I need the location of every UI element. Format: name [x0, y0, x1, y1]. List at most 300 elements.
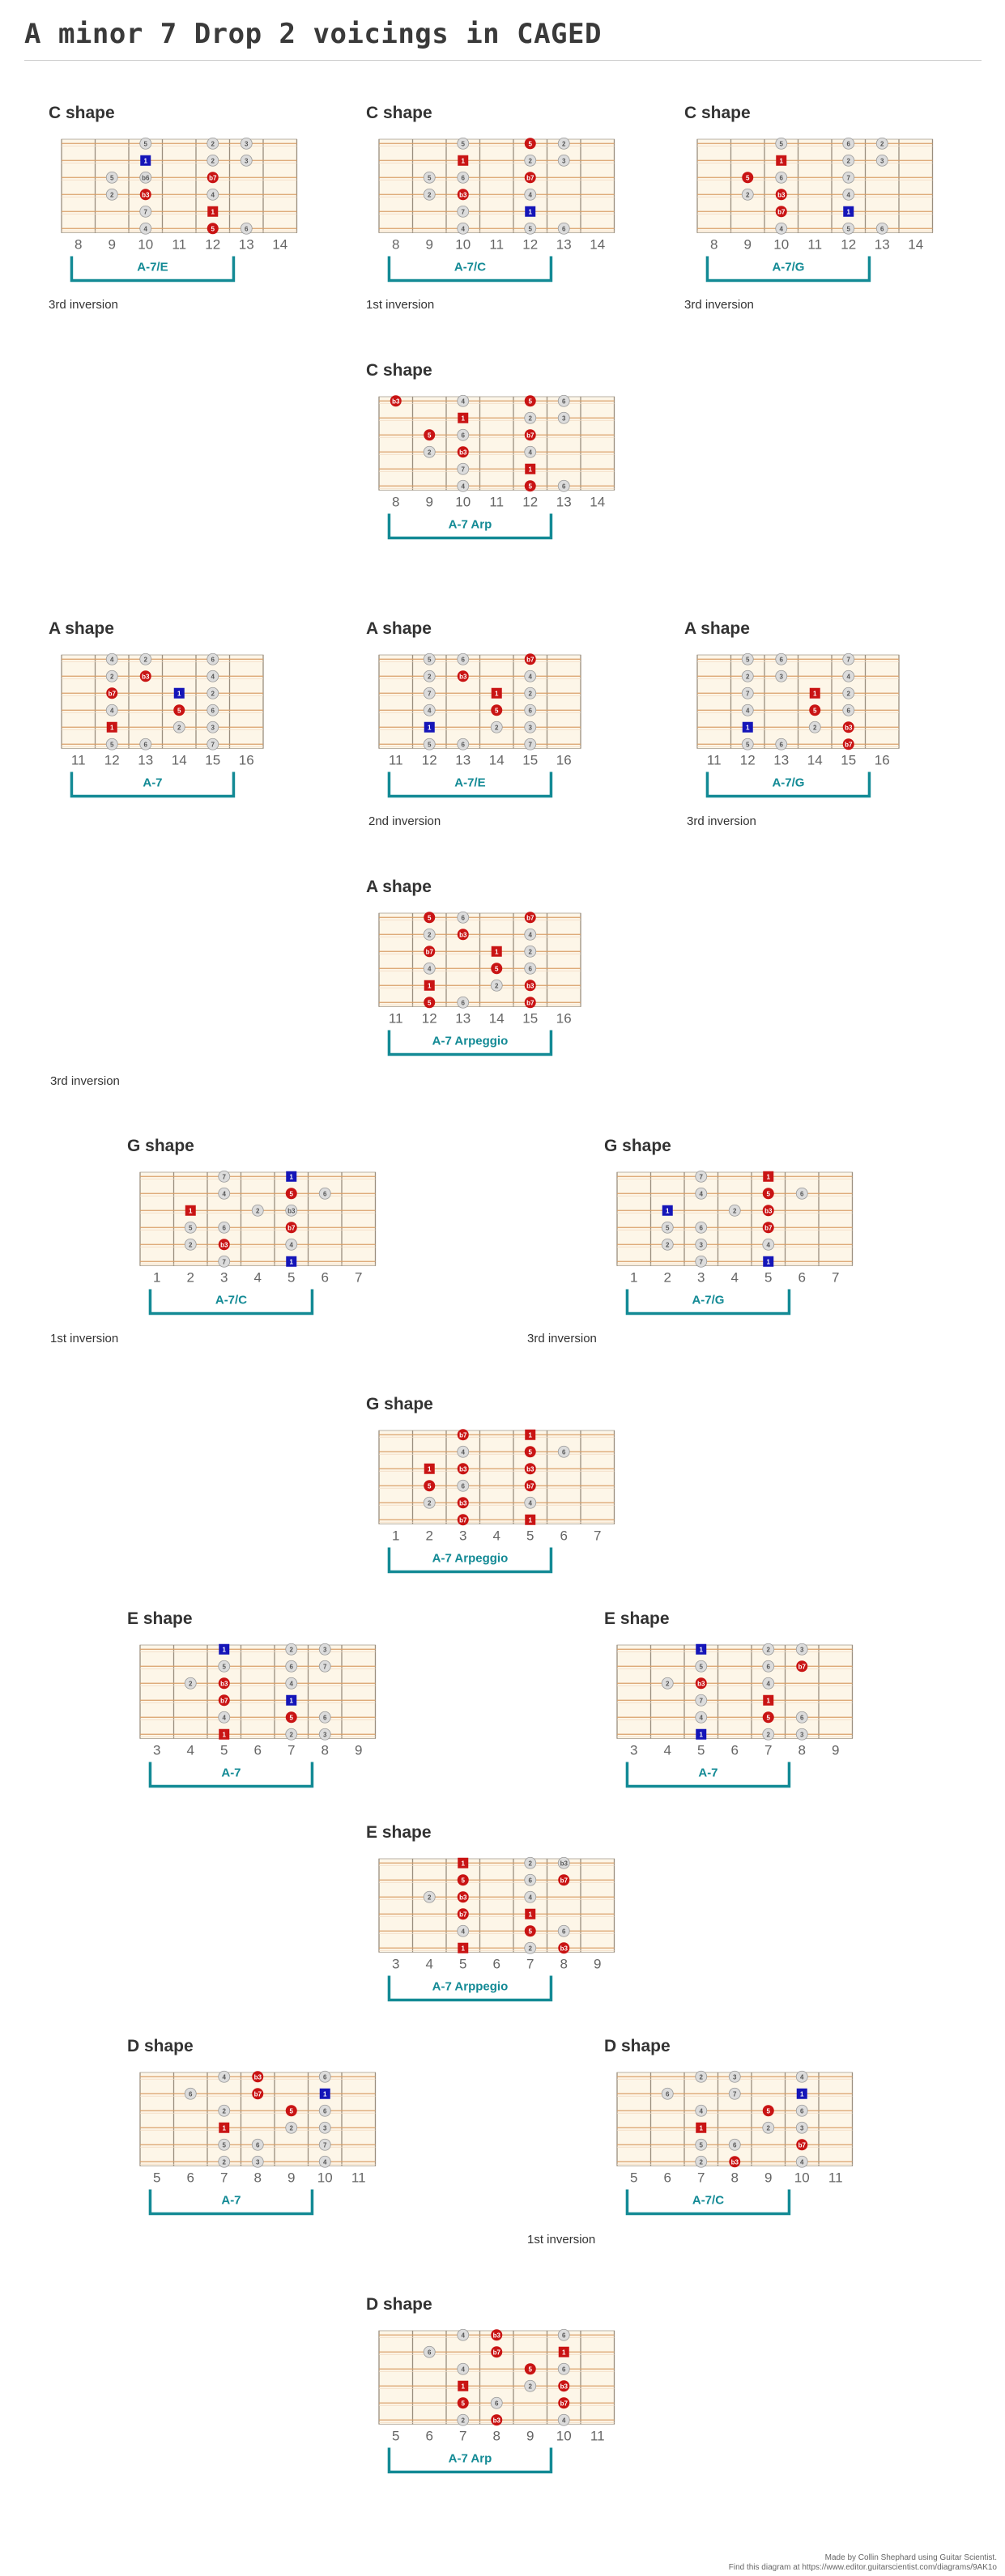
fret-number: 5 — [526, 1528, 534, 1544]
note-label: 2 — [528, 414, 532, 423]
note-label: 6 — [222, 1224, 226, 1232]
note-label: 2 — [222, 2107, 226, 2115]
fret-number: 12 — [205, 236, 221, 253]
note-label: b3 — [459, 1499, 467, 1507]
note-label: 1 — [528, 208, 532, 216]
note-label: 2 — [528, 1860, 532, 1868]
fret-number: 9 — [594, 1956, 602, 1972]
note-label: 5 — [746, 741, 750, 749]
fret-number: 14 — [590, 236, 606, 253]
inversion-label: 1st inversion — [366, 298, 435, 312]
fret-number: 7 — [355, 1269, 363, 1286]
fret-number: 5 — [630, 2170, 638, 2186]
note-label: 4 — [528, 1499, 532, 1507]
fretboard-background — [617, 1645, 853, 1739]
inversion-label: 2nd inversion — [368, 814, 441, 828]
fret-number: 15 — [522, 752, 539, 768]
fretboard-background — [379, 1859, 615, 1953]
voicing-label: A-7 Arp — [448, 2451, 492, 2466]
note-label: 6 — [562, 2366, 566, 2374]
note-label: 1 — [461, 1945, 465, 1953]
note-label: 2 — [461, 2417, 465, 2425]
voicing-label: A-7 Arp — [448, 517, 492, 532]
fret-number: 8 — [321, 1742, 329, 1758]
fretboard — [604, 1609, 863, 1830]
chord-diagram — [49, 104, 308, 322]
note-label: 7 — [846, 656, 850, 664]
fret-number: 9 — [764, 2170, 773, 2186]
fret-number: 4 — [253, 1269, 262, 1286]
note-label: 6 — [461, 656, 465, 664]
note-label: 6 — [846, 140, 850, 148]
note-label: 1 — [428, 982, 432, 990]
note-label: 5 — [461, 1877, 465, 1885]
note-label: 5 — [846, 225, 850, 233]
note-label: 5 — [699, 1663, 703, 1671]
fret-number: 13 — [874, 236, 890, 253]
note-label: 5 — [428, 656, 432, 664]
note-label: 7 — [222, 1173, 226, 1181]
note-label: 2 — [746, 191, 750, 199]
note-label: 6 — [562, 225, 566, 233]
note-label: 1 — [528, 465, 532, 474]
chord-diagram — [684, 619, 943, 838]
note-label: 6 — [766, 1663, 770, 1671]
note-label: 6 — [289, 1663, 293, 1671]
note-label: 2 — [110, 191, 114, 199]
shape-title: D shape — [127, 2037, 194, 2055]
shape-title: C shape — [49, 104, 115, 122]
note-label: 5 — [528, 140, 532, 148]
note-label: b3 — [777, 191, 786, 199]
note-label: 5 — [428, 999, 432, 1007]
note-label: 4 — [222, 1714, 226, 1722]
note-label: 1 — [461, 1860, 465, 1868]
shape-title: E shape — [604, 1609, 670, 1628]
fret-number: 11 — [489, 236, 505, 253]
note-label: 6 — [562, 1448, 566, 1456]
voicing-label: A-7/C — [454, 260, 487, 274]
note-label: b7 — [526, 914, 534, 922]
note-label: 2 — [746, 673, 750, 681]
fret-number: 11 — [172, 236, 187, 253]
note-label: b3 — [459, 931, 467, 939]
note-label: b3 — [392, 397, 400, 406]
fret-number: 9 — [108, 236, 116, 253]
fret-number: 1 — [153, 1269, 161, 1286]
note-label: 3 — [562, 157, 566, 165]
note-label: 6 — [699, 1224, 703, 1232]
fret-number: 2 — [663, 1269, 671, 1286]
note-label: 4 — [461, 397, 465, 406]
shape-title: E shape — [366, 1823, 432, 1842]
note-label: 6 — [428, 2349, 432, 2357]
note-label: b3 — [142, 673, 150, 681]
note-label: 2 — [528, 2383, 532, 2391]
note-label: 2 — [428, 1894, 432, 1902]
shape-title: E shape — [127, 1609, 193, 1628]
note-label: b7 — [108, 690, 116, 698]
fretboard — [366, 878, 625, 1098]
note-label: 4 — [800, 2073, 804, 2081]
fret-number: 8 — [710, 236, 718, 253]
fret-number: 11 — [807, 236, 823, 253]
note-label: 4 — [746, 707, 750, 715]
title-divider — [24, 60, 982, 61]
note-label: 6 — [779, 174, 783, 182]
note-label: 2 — [143, 656, 147, 664]
fret-number: 10 — [794, 2170, 810, 2186]
note-label: 1 — [766, 1173, 770, 1181]
note-label: b7 — [287, 1224, 296, 1232]
fret-number: 1 — [630, 1269, 638, 1286]
note-label: 2 — [189, 1680, 193, 1688]
chord-diagram — [366, 619, 625, 838]
note-label: 7 — [143, 208, 147, 216]
note-label: 6 — [461, 1482, 465, 1490]
fretboard — [127, 2037, 386, 2257]
fret-number: 5 — [220, 1742, 228, 1758]
note-label: 2 — [846, 157, 850, 165]
note-label: 1 — [528, 1516, 532, 1524]
note-label: 4 — [779, 225, 783, 233]
fret-number: 7 — [459, 2428, 467, 2444]
note-label: b3 — [697, 1680, 705, 1688]
note-label: b3 — [492, 2417, 500, 2425]
note-label: 1 — [746, 724, 750, 732]
inversion-label: 1st inversion — [527, 2233, 596, 2247]
footer-link-line[interactable]: Find this diagram at https://www.editor.guitarscientist.com/diagrams/9AK1o — [728, 2563, 997, 2572]
note-label: b7 — [459, 1911, 467, 1919]
note-label: 2 — [733, 1207, 737, 1215]
fret-number: 11 — [351, 2170, 366, 2186]
note-label: 6 — [323, 1190, 327, 1198]
fret-number: 15 — [841, 752, 857, 768]
fret-number: 6 — [798, 1269, 806, 1286]
fret-number: 3 — [459, 1528, 467, 1544]
fret-number: 8 — [798, 1742, 806, 1758]
note-label: 5 — [110, 174, 114, 182]
note-label: 4 — [528, 1894, 532, 1902]
note-label: 1 — [177, 690, 181, 698]
note-label: 4 — [211, 191, 215, 199]
fretboard — [366, 2295, 625, 2515]
note-label: 5 — [222, 2141, 226, 2149]
fretboard-background — [697, 139, 933, 233]
shape-title: C shape — [366, 361, 432, 380]
note-label: b7 — [777, 208, 786, 216]
note-label: 6 — [323, 2107, 327, 2115]
voicing-label: A-7/G — [692, 1293, 725, 1307]
note-label: 2 — [177, 724, 181, 732]
fret-number: 5 — [764, 1269, 773, 1286]
note-label: 7 — [699, 1258, 703, 1266]
fret-number: 3 — [392, 1956, 400, 1972]
note-label: 2 — [256, 1207, 260, 1215]
note-label: 1 — [528, 1431, 532, 1439]
note-label: 7 — [699, 1173, 703, 1181]
note-label: 6 — [528, 1877, 532, 1885]
note-label: b3 — [220, 1241, 228, 1249]
note-label: 1 — [428, 724, 432, 732]
fretboard — [366, 361, 625, 581]
note-label: b3 — [287, 1207, 296, 1215]
note-label: 3 — [245, 157, 249, 165]
note-label: 6 — [666, 2090, 670, 2098]
note-label: 6 — [562, 397, 566, 406]
voicing-label: A-7/G — [772, 260, 805, 274]
fret-number: 8 — [730, 2170, 739, 2186]
voicing-label: A-7/C — [215, 1293, 248, 1307]
fret-number: 5 — [697, 1742, 705, 1758]
fret-number: 4 — [186, 1742, 194, 1758]
fretboard — [604, 1137, 863, 1357]
note-label: 1 — [766, 1697, 770, 1705]
note-label: 1 — [528, 1911, 532, 1919]
note-label: 2 — [813, 724, 817, 732]
fret-number: 13 — [138, 752, 154, 768]
note-label: b7 — [253, 2090, 262, 2098]
fret-number: 8 — [75, 236, 83, 253]
fretboard-background — [140, 2072, 376, 2166]
note-label: 5 — [746, 174, 750, 182]
inversion-label: 3rd inversion — [50, 1074, 120, 1088]
note-label: b3 — [560, 2383, 568, 2391]
note-label: 3 — [800, 2124, 804, 2132]
note-label: 2 — [211, 157, 215, 165]
fret-number: 3 — [630, 1742, 638, 1758]
note-label: 1 — [699, 1646, 703, 1654]
voicing-label: A-7 Arpeggio — [432, 1034, 509, 1048]
note-label: 6 — [562, 2332, 566, 2340]
fret-number: 8 — [392, 236, 400, 253]
fret-number: 16 — [556, 752, 572, 768]
note-label: b3 — [142, 191, 150, 199]
fret-number: 12 — [522, 236, 539, 253]
note-label: 2 — [766, 1731, 770, 1739]
fret-number: 7 — [287, 1742, 296, 1758]
note-label: 3 — [211, 724, 215, 732]
voicing-label: A-7/G — [772, 776, 805, 790]
note-label: 7 — [222, 1258, 226, 1266]
note-label: 6 — [211, 707, 215, 715]
shape-title: G shape — [366, 1395, 433, 1413]
note-label: 6 — [528, 707, 532, 715]
shape-title: A shape — [366, 619, 432, 638]
fret-number: 10 — [138, 236, 154, 253]
note-label: 5 — [495, 707, 499, 715]
shape-title: C shape — [366, 104, 432, 122]
fret-number: 13 — [773, 752, 790, 768]
fret-number: 4 — [730, 1269, 739, 1286]
shape-title: G shape — [127, 1137, 194, 1155]
fret-number: 10 — [556, 2428, 572, 2444]
chord-diagram — [127, 1137, 386, 1355]
fret-number: 6 — [186, 2170, 194, 2186]
note-label: 1 — [461, 157, 465, 165]
note-label: 5 — [289, 1190, 293, 1198]
note-label: b7 — [526, 656, 534, 664]
note-label: 5 — [528, 397, 532, 406]
voicing-label: A-7/E — [137, 260, 168, 274]
note-label: 6 — [461, 914, 465, 922]
note-label: 5 — [766, 1190, 770, 1198]
fret-number: 9 — [743, 236, 752, 253]
chord-diagram — [366, 1395, 625, 1613]
fret-number: 1 — [392, 1528, 400, 1544]
chord-diagram — [366, 878, 625, 1096]
note-label: b7 — [560, 1877, 568, 1885]
chord-diagram — [366, 361, 625, 580]
fret-number: 9 — [526, 2428, 534, 2444]
note-label: 4 — [110, 656, 114, 664]
fret-number: 7 — [697, 2170, 705, 2186]
note-label: 7 — [528, 741, 532, 749]
inversion-label: 1st inversion — [50, 1332, 119, 1345]
note-label: 5 — [428, 741, 432, 749]
fret-number: 11 — [388, 752, 403, 768]
note-label: 2 — [189, 1241, 193, 1249]
note-label: 7 — [428, 690, 432, 698]
note-label: b7 — [798, 2141, 806, 2149]
note-label: 5 — [177, 707, 181, 715]
fret-number: 10 — [773, 236, 790, 253]
note-label: b7 — [526, 1482, 534, 1490]
note-label: 4 — [846, 673, 850, 681]
fret-number: 12 — [421, 1010, 437, 1027]
note-label: 1 — [222, 1646, 226, 1654]
note-label: b3 — [220, 1680, 228, 1688]
note-label: 2 — [495, 982, 499, 990]
note-label: 6 — [528, 965, 532, 973]
note-label: 3 — [245, 140, 249, 148]
note-label: 5 — [528, 225, 532, 233]
note-label: 1 — [800, 2090, 804, 2098]
note-label: b7 — [526, 999, 534, 1007]
note-label: 2 — [428, 191, 432, 199]
fret-number: 13 — [455, 1010, 471, 1027]
fret-number: 8 — [392, 494, 400, 510]
fret-number: 5 — [392, 2428, 400, 2444]
note-label: 6 — [733, 2141, 737, 2149]
note-label: 4 — [428, 707, 432, 715]
fret-number: 13 — [238, 236, 254, 253]
note-label: b7 — [764, 1224, 773, 1232]
fret-number: 7 — [764, 1742, 773, 1758]
fret-number: 14 — [488, 1010, 505, 1027]
fretboard — [366, 1395, 625, 1615]
fretboard — [684, 104, 943, 324]
note-label: b7 — [425, 948, 433, 956]
note-label: 5 — [528, 1928, 532, 1936]
note-label: 2 — [222, 2158, 226, 2166]
note-label: 4 — [110, 707, 114, 715]
fret-number: 11 — [388, 1010, 403, 1027]
note-label: 4 — [562, 2417, 566, 2425]
fretboard — [604, 2037, 863, 2257]
note-label: 1 — [461, 414, 465, 423]
note-label: b3 — [253, 2073, 262, 2081]
note-label: 5 — [699, 2141, 703, 2149]
note-label: 5 — [813, 707, 817, 715]
fret-number: 2 — [186, 1269, 194, 1286]
note-label: 6 — [323, 1714, 327, 1722]
footer-credit — [729, 2553, 997, 2573]
note-label: 1 — [779, 157, 783, 165]
note-label: 2 — [880, 140, 884, 148]
note-label: b3 — [764, 1207, 773, 1215]
note-label: 1 — [666, 1207, 670, 1215]
note-label: 6 — [461, 741, 465, 749]
inversion-label: 3rd inversion — [49, 298, 118, 312]
note-label: 2 — [528, 690, 532, 698]
note-label: 2 — [528, 1945, 532, 1953]
fret-number: 16 — [238, 752, 254, 768]
note-label: b7 — [459, 1516, 467, 1524]
note-label: 3 — [800, 1731, 804, 1739]
fretboard — [684, 619, 943, 840]
inversion-label: 3rd inversion — [687, 814, 756, 828]
note-label: 4 — [461, 2332, 465, 2340]
note-label: 2 — [495, 724, 499, 732]
shape-title: A shape — [366, 878, 432, 896]
note-label: 1 — [143, 157, 147, 165]
note-label: 2 — [428, 1499, 432, 1507]
note-label: 2 — [289, 1731, 293, 1739]
note-label: 2 — [766, 1646, 770, 1654]
note-label: 1 — [495, 948, 499, 956]
note-label: 4 — [699, 1190, 703, 1198]
note-label: 3 — [528, 724, 532, 732]
fret-number: 14 — [908, 236, 924, 253]
fretboard — [366, 104, 625, 324]
note-label: 7 — [699, 1697, 703, 1705]
fret-number: 9 — [425, 236, 433, 253]
note-label: 1 — [289, 1258, 293, 1266]
note-label: 1 — [699, 1731, 703, 1739]
note-label: 2 — [666, 1241, 670, 1249]
note-label: 5 — [461, 140, 465, 148]
note-label: 4 — [461, 225, 465, 233]
fret-number: 15 — [522, 1010, 539, 1027]
fret-number: 7 — [220, 2170, 228, 2186]
note-label: 3 — [779, 673, 783, 681]
fret-number: 14 — [272, 236, 288, 253]
note-label: 2 — [562, 140, 566, 148]
note-label: 1 — [813, 690, 817, 698]
note-label: 5 — [666, 1224, 670, 1232]
fret-number: 6 — [425, 2428, 433, 2444]
fret-number: 11 — [489, 494, 505, 510]
fret-number: 6 — [663, 2170, 671, 2186]
note-label: 5 — [495, 965, 499, 973]
fret-number: 10 — [455, 236, 471, 253]
note-label: 5 — [428, 1482, 432, 1490]
note-label: 2 — [428, 448, 432, 457]
note-label: b7 — [560, 2400, 568, 2408]
fret-number: 12 — [104, 752, 120, 768]
voicing-label: A-7/E — [454, 776, 486, 790]
note-label: 4 — [461, 482, 465, 491]
note-label: 6 — [880, 225, 884, 233]
note-label: 2 — [211, 140, 215, 148]
note-label: 2 — [428, 673, 432, 681]
shape-title: D shape — [366, 2295, 432, 2314]
note-label: 1 — [189, 1207, 193, 1215]
fretboard-background — [617, 2072, 853, 2166]
note-label: 1 — [766, 1258, 770, 1266]
fretboard — [366, 619, 625, 840]
